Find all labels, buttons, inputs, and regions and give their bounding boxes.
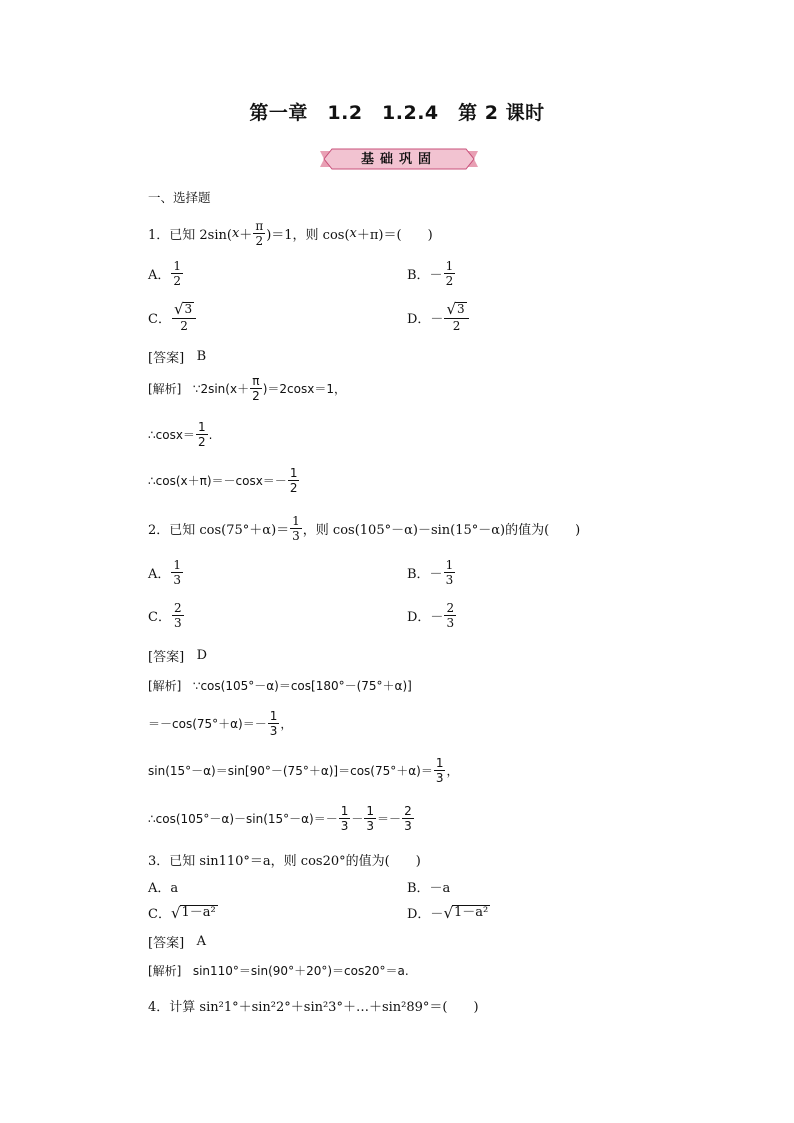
question-1-analysis-line-1: [解析] ∵2sin(x＋ $\frac{\pi}{2}$ )＝2cosx＝1，	[148, 374, 346, 403]
question-1-option-d: D．－ √ 3 2	[407, 302, 470, 332]
page-title: 第一章 1.2 1.2.4 第 2 课时	[249, 102, 545, 124]
question-3-option-c: C． √ 1－a²	[148, 903, 216, 922]
question-2-option-a: A． $\frac{1}{3}$	[148, 558, 182, 587]
question-2-option-b: B．－ $\frac{1}{3}$	[407, 558, 454, 587]
question-1-option-a: A． $\frac{1}{2}$	[148, 259, 182, 288]
question-2-analysis-line-4: ∴cos(105°－α)－sin(15°－α)＝－ $\frac{1}{3}$ － $\frac{1}{3}$ ＝－ $\frac{2}{3}$	[148, 804, 412, 833]
question-2-answer: [答案] D	[148, 648, 207, 665]
question-1-stem: 1．已知 2sin( x ＋ $\frac{\pi}{2}$ )＝1，则 cos( x ＋π)＝( )	[148, 219, 433, 248]
question-3-option-a: A．a	[148, 881, 179, 896]
question-3-analysis: [解析] sin110°＝sin(90°＋20°)＝cos20°＝a.	[148, 964, 409, 978]
question-1-analysis-line-3: ∴cos(x＋π)＝－cosx＝－ $\frac{1}{2}$	[148, 466, 298, 495]
question-1-analysis-line-2: ∴cosx＝ $\frac{1}{2}$ .	[148, 420, 213, 449]
question-3-answer: [答案] A	[148, 934, 206, 951]
question-3-option-b: B．－a	[407, 881, 451, 896]
question-2-option-d: D．－ $\frac{2}{3}$	[407, 601, 455, 630]
banner-label: 基础巩固	[360, 152, 437, 167]
question-2-analysis-line-1: [解析] ∵cos(105°－α)＝cos[180°－(75°＋α)]	[148, 679, 412, 693]
question-2-analysis-line-2: ＝－cos(75°＋α)＝－ $\frac{1}{3}$ ，	[148, 709, 293, 738]
section-heading: 一、选择题	[148, 190, 211, 205]
question-1-option-c: C． √ 3 2	[148, 302, 197, 332]
question-4-stem: 4．计算 sin²1°＋sin²2°＋sin²3°＋…＋sin²89°＝( )	[148, 1000, 479, 1015]
question-2-analysis-line-3: sin(15°－α)＝sin[90°－(75°＋α)]＝cos(75°＋α)＝ $\frac{1}{3}$ ，	[148, 756, 459, 785]
question-3-stem: 3．已知 sin110°＝a，则 cos20°的值为( )	[148, 854, 421, 869]
question-2-stem: 2．已知 cos(75°＋α)＝ $\frac{1}{3}$ ，则 cos(105°－α)－sin(15°－α)的值为( )	[148, 514, 581, 543]
question-1-answer: [答案] B	[148, 349, 207, 366]
question-1-option-b: B．－ $\frac{1}{2}$	[407, 259, 454, 288]
question-3-option-d: D．－ √ 1－a²	[407, 903, 489, 922]
question-2-option-c: C． $\frac{2}{3}$	[148, 601, 182, 630]
fraction: $\frac{\pi}{2}$	[255, 219, 264, 248]
